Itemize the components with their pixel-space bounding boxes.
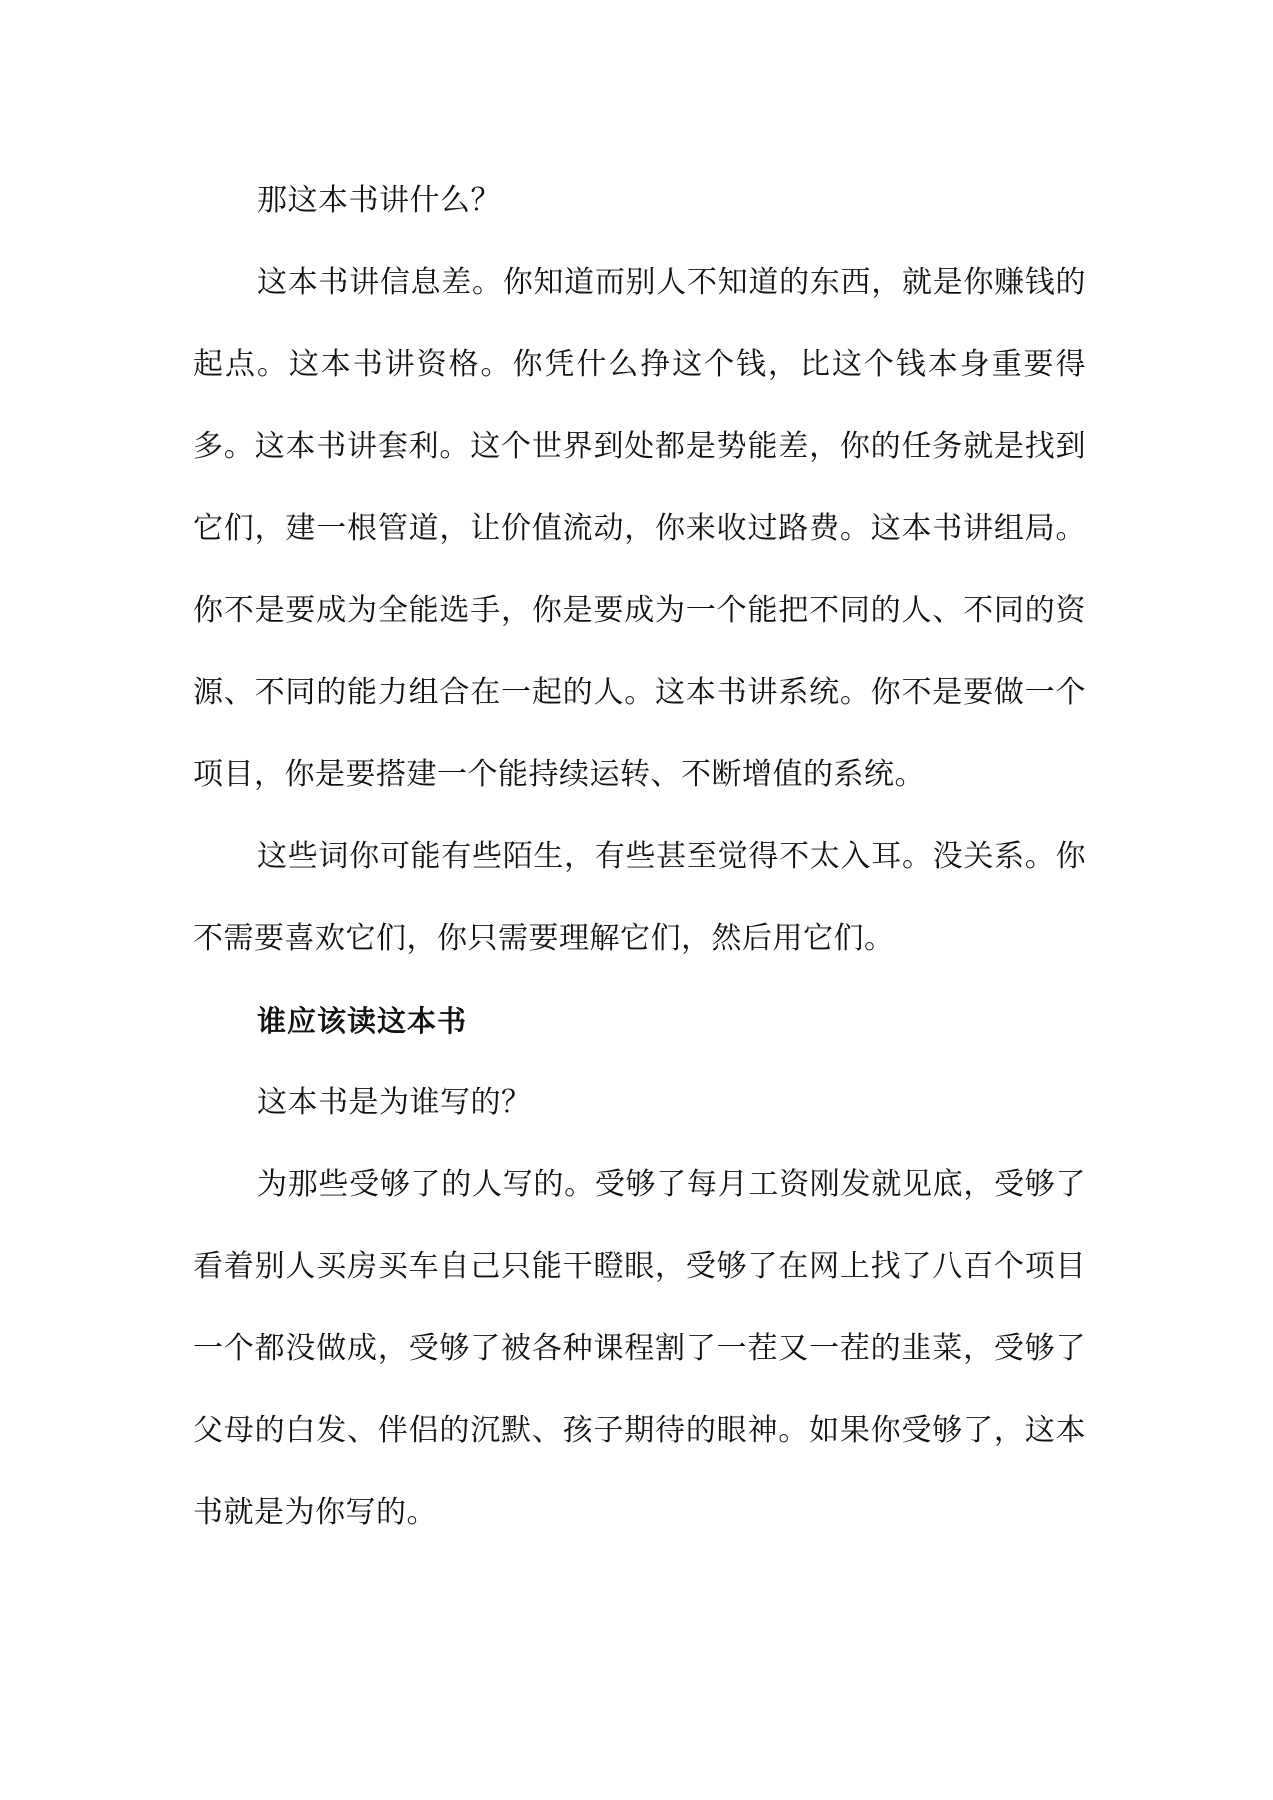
section-heading: 谁应该读这本书 — [257, 1004, 468, 1038]
document-body — [193, 160, 1086, 1554]
paragraph-topics: 这本书讲信息差。你知道而别人不知道的东西，就是你赚钱的起点。这本书讲资格。你凭什么挣这个钱，比这个钱本身重要得多。这本书讲套利。这个世界到处都是势能差，你的任务就是找到它们，建一根管道，让价值流动，你来收过路费。这本书讲组局。你不是要成为全能选手，你是要成为一个能把不同的人、不同的资源、不同的能力组合在一起的人。这本书讲系统。你不是要做一个项目，你是要搭建一个能持续运转、不断增值的系统。 — [193, 265, 1086, 792]
paragraph-audience-question: 这本书是为谁写的？ — [257, 1085, 532, 1120]
paragraph-words: 这些词你可能有些陌生，有些甚至觉得不太入耳。没关系。你不需要喜欢它们，你只需要理解它们，然后用它们。 — [193, 839, 1086, 956]
paragraph-audience: 为那些受够了的人写的。受够了每月工资刚发就见底，受够了看着别人买房买车自己只能干瞪眼，受够了在网上找了八百个项目一个都没做成，受够了被各种课程割了一茬又一茬的韭菜，受够了父母的白发、伴侣的沉默、孩子期待的眼神。如果你受够了，这本书就是为你写的。 — [193, 1167, 1086, 1530]
paragraph-question: 那这本书讲什么？ — [257, 183, 501, 218]
